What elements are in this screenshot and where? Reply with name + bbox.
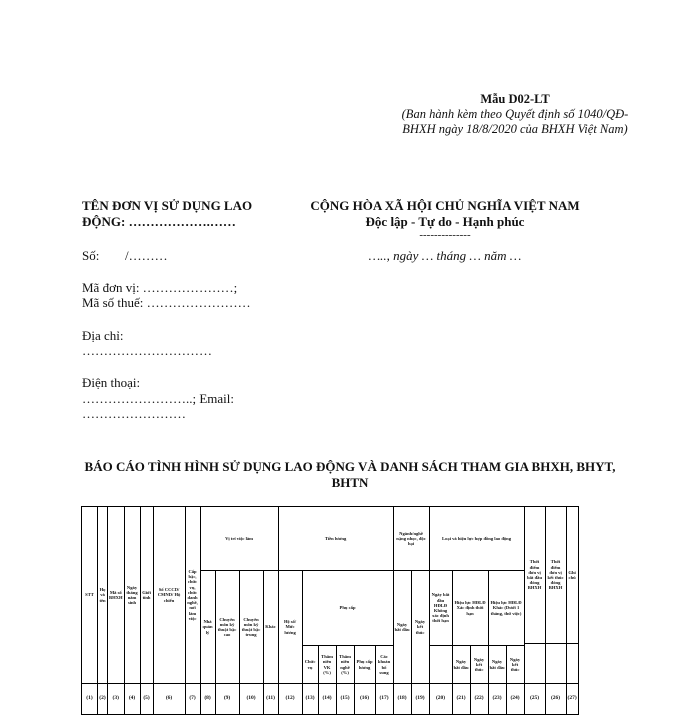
header-bhxh-end: Thời điểm đơn vị kết thúc đóng BHXH xyxy=(545,507,566,644)
col-number-2: (2) xyxy=(98,684,108,715)
form-basis: (Ban hành kèm theo Quyết định số 1040/QĐ-BHXH ngày 18/8/2020 của BHXH Việt Nam) xyxy=(401,107,629,136)
tax-code-line: Mã số thuế: …………………… xyxy=(82,295,251,310)
nation-separator: -------------- xyxy=(419,229,471,241)
col-number-1: (1) xyxy=(82,684,98,715)
header-contract-other: Hiệu lực HĐLĐ Khác (Dưới 1 tháng, thử việc) xyxy=(488,571,524,646)
address-value: ………………………… xyxy=(82,343,212,358)
col-number-27: (27) xyxy=(566,684,578,715)
col-number-21: (21) xyxy=(452,684,470,715)
header-salary: Tiền lương xyxy=(278,507,393,571)
header-contract-indefinite-cont xyxy=(429,646,452,684)
number-label: Số: xyxy=(82,248,100,263)
header-bhxh-end-cont xyxy=(545,644,566,684)
nation-title: CỘNG HÒA XÃ HỘI CHỦ NGHĨA VIỆT NAM xyxy=(310,198,580,213)
header-manager: Nhà quản lý xyxy=(200,571,215,684)
column-number-row xyxy=(82,684,579,715)
header-job-position: Vị trí việc làm xyxy=(200,507,278,571)
col-number-20: (20) xyxy=(429,684,452,715)
col-number-6: (6) xyxy=(153,684,185,715)
header-tech-high: Chuyên môn kỹ thuật bậc cao xyxy=(215,571,239,684)
header-allowance-career: Thâm niên nghề (%) xyxy=(336,646,354,684)
header-other-from: Ngày bắt đầu xyxy=(488,646,506,684)
header-contract-definite: Hiệu lực HĐLĐ Xác định thời hạn xyxy=(452,571,488,646)
col-number-23: (23) xyxy=(488,684,506,715)
header-id-number: Số CCCD/ CMND/ Hộ chiếu xyxy=(153,507,185,684)
header-heavy-to: Ngày kết thúc xyxy=(411,571,429,684)
header-heavy-from: Ngày bắt đầu xyxy=(393,571,411,684)
col-number-25: (25) xyxy=(524,684,545,715)
unit-name-label: TÊN ĐƠN VỊ SỬ DỤNG LAO ĐỘNG: ……………….…… xyxy=(82,198,253,229)
header-allowance-extra: Các khoản bổ sung xyxy=(375,646,393,684)
report-title: BÁO CÁO TÌNH HÌNH SỬ DỤNG LAO ĐỘNG VÀ DANH SÁCH THAM GIA BHXH, BHYT, BHTN xyxy=(84,459,616,490)
col-number-3: (3) xyxy=(108,684,125,715)
national-heading xyxy=(300,198,590,264)
col-number-11: (11) xyxy=(263,684,278,715)
header-allowance: Phụ cấp xyxy=(302,571,393,646)
nation-motto: Độc lập - Tự do - Hạnh phúc xyxy=(365,214,525,229)
header-bhxh-start-cont xyxy=(524,644,545,684)
header-dob: Ngày tháng năm sinh xyxy=(124,507,140,684)
col-number-22: (22) xyxy=(470,684,488,715)
employee-report-table xyxy=(81,506,579,715)
header-tech-mid: Chuyên môn kỹ thuật bậc trung xyxy=(239,571,263,684)
header-allowance-salary: Phụ cấp lương xyxy=(354,646,375,684)
col-number-15: (15) xyxy=(336,684,354,715)
col-number-16: (16) xyxy=(354,684,375,715)
header-heavy-work: Ngành/nghề nặng nhọc, độc hại xyxy=(393,507,429,571)
col-number-5: (5) xyxy=(140,684,153,715)
address-label: Địa chỉ: xyxy=(82,328,124,343)
header-base-salary: Hệ số/ Mức lương xyxy=(278,571,302,684)
col-number-19: (19) xyxy=(411,684,429,715)
col-number-10: (10) xyxy=(239,684,263,715)
col-number-17: (17) xyxy=(375,684,393,715)
header-contract: Loại và hiệu lực hợp đồng lao động xyxy=(429,507,524,571)
header-note: Ghi chú xyxy=(566,507,578,644)
header-contract-indefinite: Ngày bắt đầu HĐLĐ Không xác định thời hạn xyxy=(429,571,452,646)
col-number-9: (9) xyxy=(215,684,239,715)
col-number-26: (26) xyxy=(545,684,566,715)
form-code-block xyxy=(400,92,630,137)
col-number-14: (14) xyxy=(318,684,336,715)
phone-label: Điện thoại: xyxy=(82,375,141,390)
form-code: Mẫu D02-LT xyxy=(480,92,550,106)
col-number-18: (18) xyxy=(393,684,411,715)
header-allowance-position: Chức vụ xyxy=(302,646,318,684)
unit-code-line: Mã đơn vị: …………………; xyxy=(82,280,238,295)
phone-email-line: ……………………..; Email: xyxy=(82,391,235,406)
col-number-12: (12) xyxy=(278,684,302,715)
header-other: Khác xyxy=(263,571,278,684)
col-number-4: (4) xyxy=(124,684,140,715)
header-stt: STT xyxy=(82,507,98,684)
header-allowance-seniority: Thâm niên VK (%) xyxy=(318,646,336,684)
header-note-cont xyxy=(566,644,578,684)
header-definite-from: Ngày bắt đầu xyxy=(452,646,470,684)
col-number-7: (7) xyxy=(185,684,200,715)
header-social-code: Mã số BHXH xyxy=(108,507,125,684)
header-rank: Cấp bậc, chức vụ, chức danh nghề, nơi làm việc xyxy=(185,507,200,684)
col-number-8: (8) xyxy=(200,684,215,715)
header-name: Họ và tên xyxy=(98,507,108,684)
header-gender: Giới tính xyxy=(140,507,153,684)
header-definite-to: Ngày kết thúc xyxy=(470,646,488,684)
header-bhxh-start: Thời điểm đơn vị bắt đầu đóng BHXH xyxy=(524,507,545,644)
date-line: ….., ngày … tháng … năm … xyxy=(368,248,522,263)
col-number-24: (24) xyxy=(506,684,524,715)
header-other-to: Ngày kết thúc xyxy=(506,646,524,684)
col-number-13: (13) xyxy=(302,684,318,715)
number-value: /……… xyxy=(125,248,168,263)
email-value: …………………… xyxy=(82,406,186,421)
